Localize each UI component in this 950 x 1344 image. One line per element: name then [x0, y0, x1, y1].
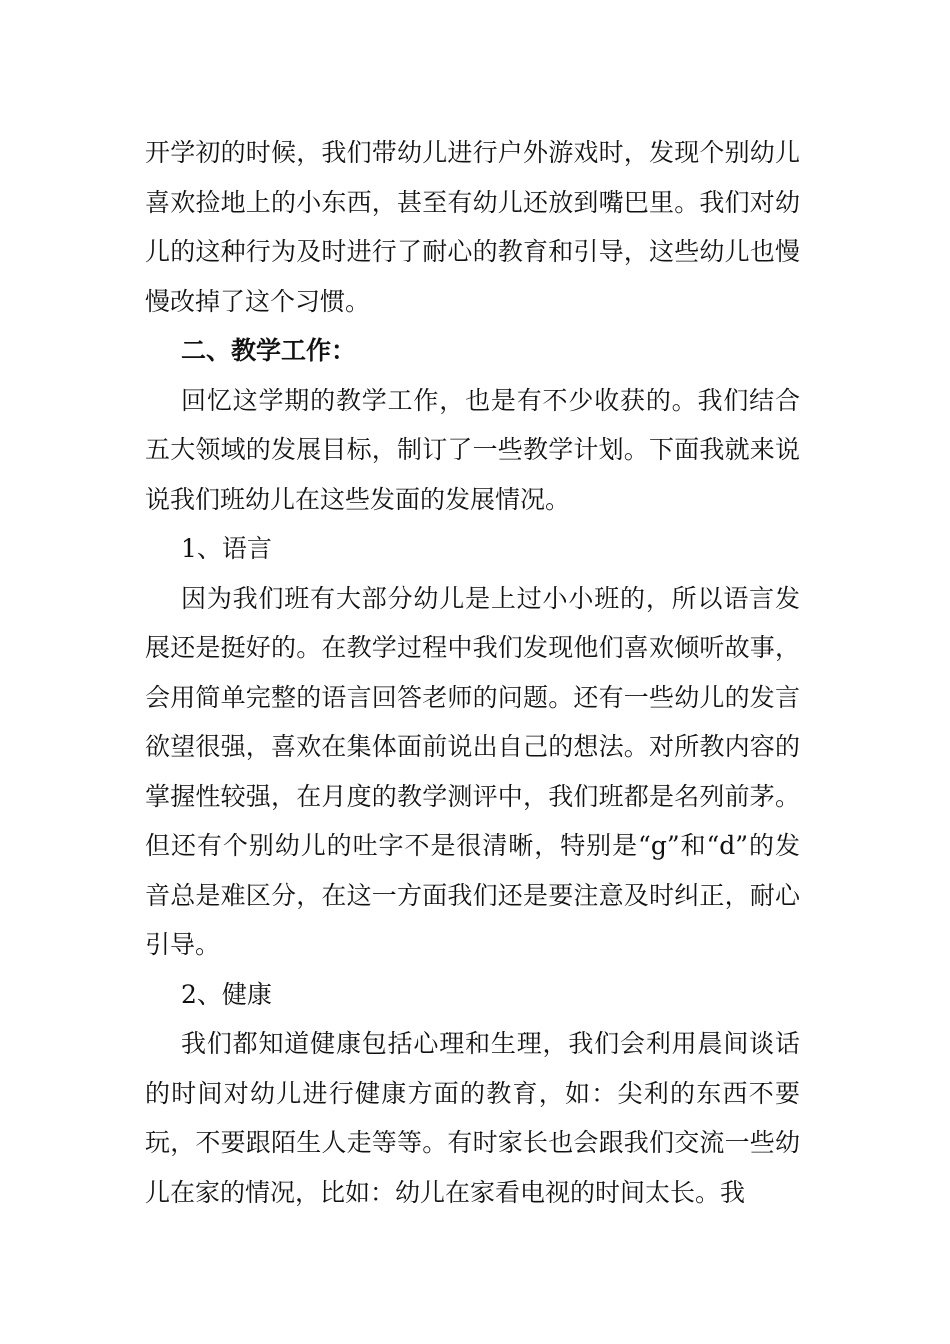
- paragraph-teaching-intro: 回忆这学期的教学工作，也是有不少收获的。我们结合五大领域的发展目标，制订了一些教学计划。下面我就来说说我们班幼儿在这些发面的发展情况。: [145, 385, 800, 514]
- document-body: [145, 128, 800, 1217]
- section-heading-teaching-work: 二、教学工作：: [181, 336, 357, 365]
- paragraph-language: 因为我们班有大部分幼儿是上过小小班的，所以语言发展还是挺好的。在教学过程中我们发现他们喜欢倾听故事，会用简单完整的语言回答老师的问题。还有一些幼儿的发言欲望很强，喜欢在集体面前说出自己的想法。对所教内容的掌握性较强，在月度的教学测评中，我们班都是名列前茅。但还有个别幼儿的吐字不是很清晰，特别是“g”和“d”的发音总是难区分，在这一方面我们还是要注意及时纠正，耐心引导。: [145, 583, 800, 959]
- subheading-language: 1、语言: [181, 534, 272, 563]
- paragraph-health: 我们都知道健康包括心理和生理，我们会利用晨间谈话的时间对幼儿进行健康方面的教育，如：尖利的东西不要玩，不要跟陌生人走等等。有时家长也会跟我们交流一些幼儿在家的情况，比如：幼儿在家看电视的时间太长。我: [145, 1029, 800, 1207]
- subheading-health: 2、健康: [181, 979, 272, 1009]
- paragraph-hygiene-habit: 开学初的时候，我们带幼儿进行户外游戏时，发现个别幼儿喜欢捡地上的小东西，甚至有幼儿还放到嘴巴里。我们对幼儿的这种行为及时进行了耐心的教育和引导，这些幼儿也慢慢改掉了这个习惯。: [145, 138, 800, 316]
